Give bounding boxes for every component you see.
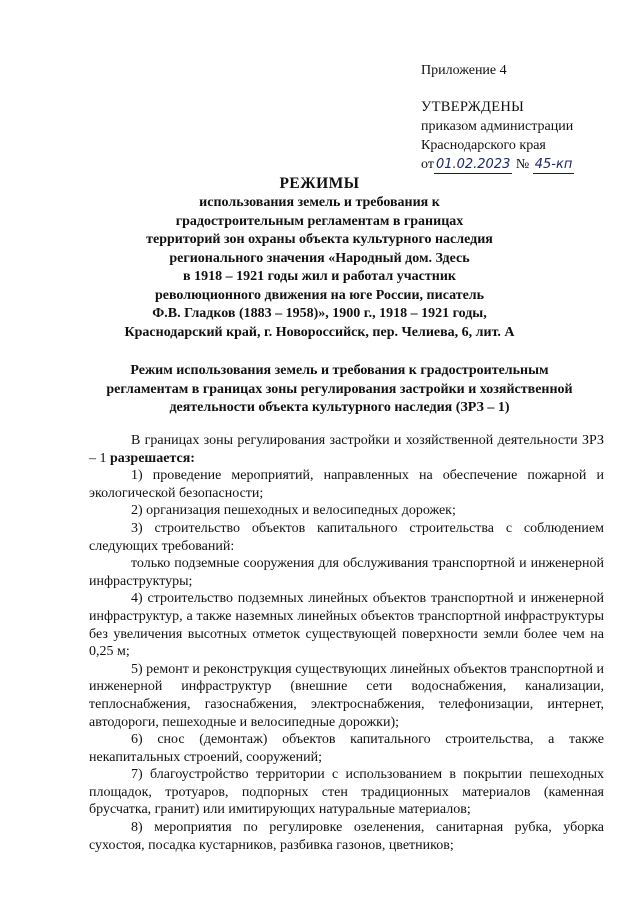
subtitle-line: градостроительным регламентам в границах (175, 213, 464, 229)
date-prefix: от (421, 157, 434, 172)
number-prefix: № (515, 157, 530, 172)
section-body (89, 432, 604, 854)
subtitle-line: в 1918 – 1921 годы жил и работал участник (183, 269, 456, 284)
list-item: 2) организация пешеходных и велосипедных дорожек; (131, 503, 456, 519)
subtitle-line: Ф.В. Гладков (1883 – 1958)», 1900 г., 1918 – 1921 годы, (152, 306, 487, 321)
appendix-label: Приложение 4 (421, 63, 507, 78)
list-item: 8) мероприятия по регулировке озеленения, санитарная рубка, уборка сухостоя, посадка кустарников, разбивка газонов, цветников; (89, 820, 604, 853)
order-number: 45-кп (534, 157, 573, 172)
section-heading (80, 362, 599, 418)
list-item: 6) снос (демонтаж) объектов капитального строительства, а также некапитальных строений, сооружений; (89, 732, 604, 765)
subtitle-line: Краснодарский край, г. Новороссийск, пер. Челиева, 6, лит. А (124, 324, 515, 340)
subtitle-line: использования земель и требования к (199, 195, 440, 210)
list-item: только подземные сооружения для обслуживания транспортной и инженерной инфраструктуры; (89, 556, 604, 589)
approval-line-1: приказом администрации (421, 119, 574, 134)
document-subtitle (100, 194, 539, 342)
approval-line-2: Краснодарского края (421, 138, 546, 153)
intro-paragraph (89, 432, 604, 467)
section-heading-line: регламентам в границах зоны регулирования застройки и хозяйственной (106, 381, 573, 397)
approval-block (421, 98, 574, 174)
approval-title: УТВЕРЖДЕНЫ (421, 99, 525, 115)
list-item: 4) строительство подземных линейных объектов транспортной и инженерной инфраструктур, а также наземных линейных объектов транспортной инфраструктуры без увеличения высотных отметок существующей поверхности земли более чем на 0,25 м; (89, 591, 604, 660)
list-item: 7) благоустройство территории с использованием в покрытии пешеходных площадок, тротуаров, подпорных стен традиционных материалов (каменная брусчатка, гранит) или имитирующих натуральные материалов; (89, 767, 604, 818)
order-date: 01.02.2023 (435, 157, 511, 172)
approval-dateline (421, 155, 574, 174)
list-item: 3) строительство объектов капитального строительства с соблюдением следующих требований: (89, 520, 604, 554)
list-item: 1) проведение мероприятий, направленных на обеспечение пожарной и экологической безопасности; (89, 468, 604, 501)
section-heading-line: деятельности объекта культурного наследия (ЗРЗ – 1) (169, 400, 510, 415)
subtitle-line: регионального значения «Народный дом. Здесь (169, 250, 470, 266)
subtitle-line: революционного движения на юге России, писатель (154, 287, 485, 303)
intro-text: В границах зоны регулирования застройки и хозяйственной деятельности ЗРЗ – 1 (89, 433, 604, 466)
list-item: 5) ремонт и реконструкция существующих линейных объектов транспортной и инженерной инфраструктур (внешние сети водоснабжения, канализации, теплоснабжения, газоснабжения, электроснабжения, телефонизации, интернет, автодороги, пешеходные и велосипедные дорожки); (89, 661, 604, 730)
intro-bold: разрешается: (110, 450, 195, 466)
document-title: РЕЖИМЫ (279, 175, 360, 192)
subtitle-line: территорий зон охраны объекта культурного наследия (146, 232, 493, 247)
section-heading-line: Режим использования земель и требования к градостроительным (130, 363, 549, 378)
